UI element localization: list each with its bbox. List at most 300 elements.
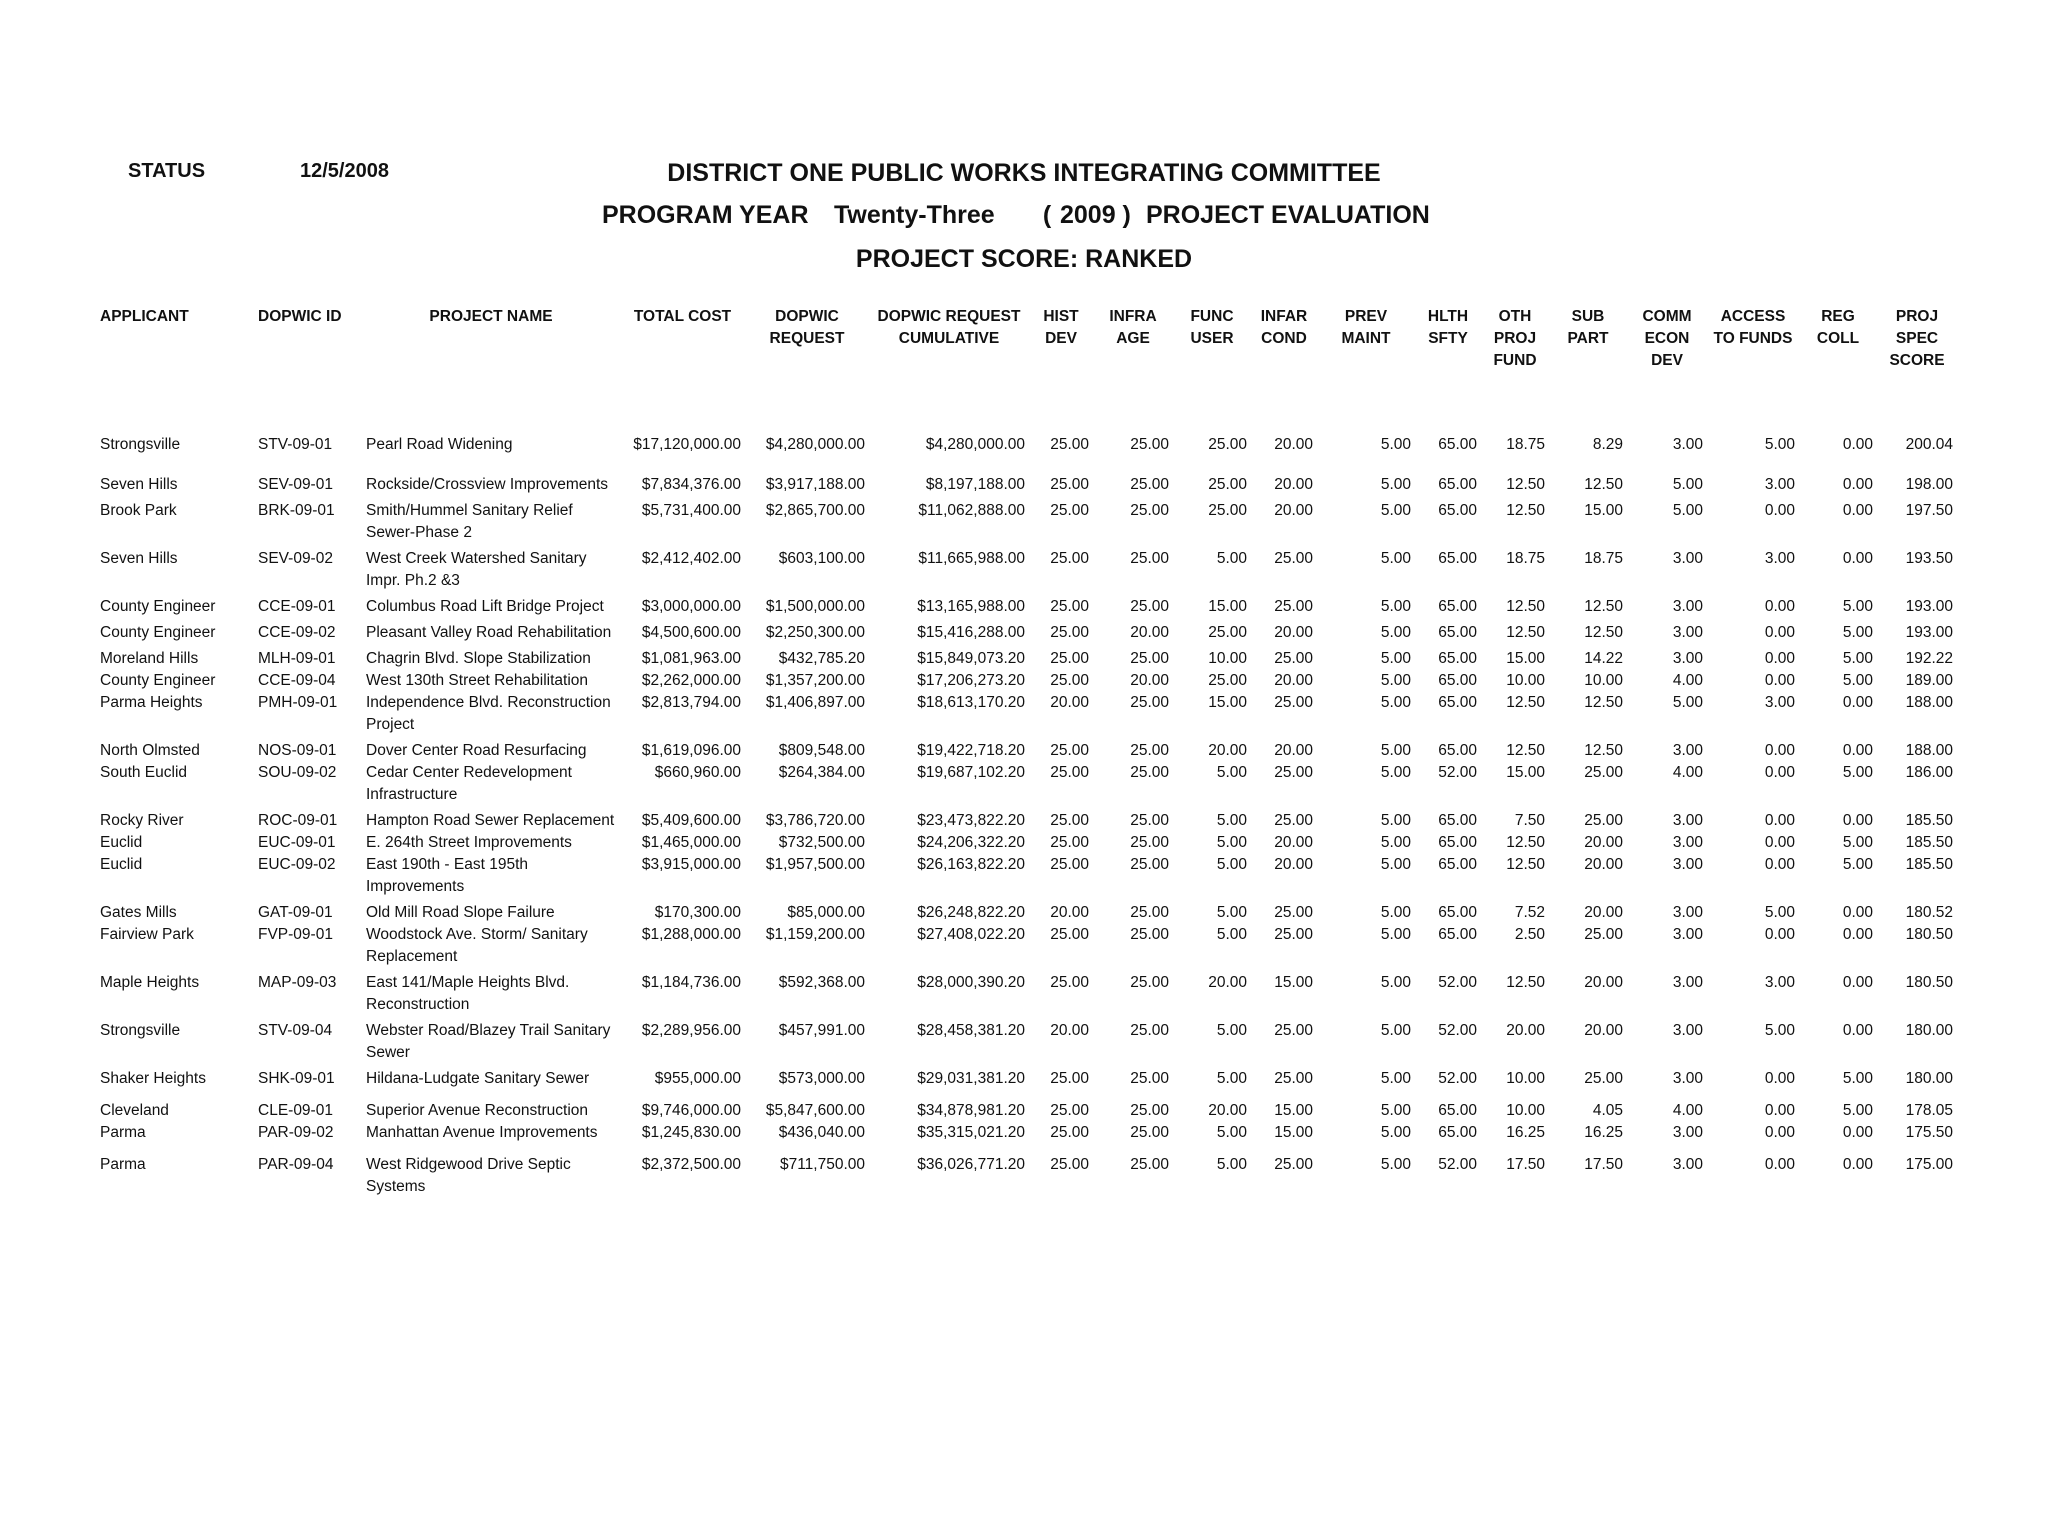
cell-name: Webster Road/Blazey Trail Sanitary Sewer <box>366 1022 611 1061</box>
column-header-hist: HIST DEV <box>1043 308 1079 347</box>
cell-applicant: County Engineer <box>100 672 216 689</box>
cell-name: West Ridgewood Drive Septic Systems <box>366 1156 571 1195</box>
cell-spec: 198.00 <box>1905 476 1953 493</box>
cell-hist: 20.00 <box>1050 1022 1089 1039</box>
cell-cond: 25.00 <box>1274 694 1313 711</box>
cell-sub: 25.00 <box>1584 812 1623 829</box>
cell-applicant: Brook Park <box>100 502 177 519</box>
cell-oth: 12.50 <box>1506 834 1545 851</box>
cell-request: $2,250,300.00 <box>765 624 865 641</box>
cell-func: 25.00 <box>1208 502 1247 519</box>
cell-cost: $170,300.00 <box>654 904 741 921</box>
cell-infra: 25.00 <box>1130 926 1169 943</box>
cell-cost: $3,915,000.00 <box>641 856 741 873</box>
cell-cost: $2,262,000.00 <box>641 672 741 689</box>
cell-func: 20.00 <box>1208 742 1247 759</box>
table-row <box>96 1064 1957 1090</box>
cell-cumulative: $13,165,988.00 <box>917 598 1025 615</box>
cell-prev: 5.00 <box>1380 624 1411 641</box>
cell-reg: 0.00 <box>1842 812 1873 829</box>
cell-id: SOU-09-02 <box>258 764 337 781</box>
cell-spec: 180.00 <box>1905 1070 1953 1087</box>
cell-reg: 0.00 <box>1842 1022 1873 1039</box>
cell-cond: 25.00 <box>1274 812 1313 829</box>
cell-infra: 25.00 <box>1130 764 1169 781</box>
cell-comm: 3.00 <box>1672 1124 1703 1141</box>
table-row <box>96 692 1957 736</box>
cell-request: $1,957,500.00 <box>765 856 865 873</box>
cell-hlth: 65.00 <box>1438 672 1477 689</box>
table-row <box>96 736 1957 762</box>
cell-cumulative: $11,665,988.00 <box>918 550 1025 567</box>
table-row <box>96 456 1957 496</box>
cell-hlth: 65.00 <box>1438 1102 1477 1119</box>
cell-infra: 25.00 <box>1130 550 1169 567</box>
cell-func: 25.00 <box>1208 476 1247 493</box>
cell-cost: $9,746,000.00 <box>641 1102 741 1119</box>
cell-id: STV-09-01 <box>258 436 333 453</box>
cell-hlth: 65.00 <box>1438 926 1477 943</box>
cell-name: Hampton Road Sewer Replacement <box>366 812 615 829</box>
status-label: STATUS <box>128 160 206 182</box>
cell-applicant: Euclid <box>100 834 143 851</box>
column-header-prev: PREV MAINT <box>1341 308 1391 347</box>
cell-hlth: 52.00 <box>1438 1022 1477 1039</box>
cell-infra: 20.00 <box>1130 624 1169 641</box>
cell-cond: 20.00 <box>1274 502 1313 519</box>
cell-func: 5.00 <box>1216 1022 1247 1039</box>
cell-hist: 25.00 <box>1050 974 1089 991</box>
cell-hist: 25.00 <box>1050 834 1089 851</box>
program-year-label: PROGRAM YEAR <box>602 201 809 229</box>
cell-infra: 25.00 <box>1130 650 1169 667</box>
cell-id: STV-09-04 <box>258 1022 333 1039</box>
column-header-applicant: APPLICANT <box>100 308 189 325</box>
cell-cond: 20.00 <box>1274 742 1313 759</box>
cell-oth: 18.75 <box>1506 436 1545 453</box>
cell-prev: 5.00 <box>1380 764 1411 781</box>
cell-comm: 3.00 <box>1672 1022 1703 1039</box>
cell-comm: 3.00 <box>1672 856 1703 873</box>
cell-name: East 141/Maple Heights Blvd. Reconstruction <box>366 974 570 1013</box>
cell-func: 25.00 <box>1208 624 1247 641</box>
cell-applicant: Fairview Park <box>100 926 194 943</box>
cell-cumulative: $15,849,073.20 <box>917 650 1025 667</box>
cell-prev: 5.00 <box>1380 1070 1411 1087</box>
cell-cost: $7,834,376.00 <box>641 476 741 493</box>
cell-prev: 5.00 <box>1380 672 1411 689</box>
cell-hlth: 65.00 <box>1438 812 1477 829</box>
cell-name: Hildana-Ludgate Sanitary Sewer <box>366 1070 590 1087</box>
cell-request: $1,159,200.00 <box>765 926 865 943</box>
cell-hist: 25.00 <box>1050 1124 1089 1141</box>
cell-cost: $1,465,000.00 <box>641 834 741 851</box>
cell-cond: 25.00 <box>1274 1156 1313 1173</box>
cell-prev: 5.00 <box>1380 974 1411 991</box>
cell-hlth: 65.00 <box>1438 624 1477 641</box>
cell-applicant: South Euclid <box>100 764 188 781</box>
cell-name: Manhattan Avenue Improvements <box>366 1124 598 1141</box>
cell-comm: 3.00 <box>1672 1156 1703 1173</box>
cell-sub: 8.29 <box>1592 436 1623 453</box>
cell-applicant: Shaker Heights <box>100 1070 206 1087</box>
cell-cond: 20.00 <box>1274 476 1313 493</box>
cell-cond: 20.00 <box>1274 436 1313 453</box>
cell-request: $3,917,188.00 <box>765 476 865 493</box>
cell-comm: 3.00 <box>1672 834 1703 851</box>
cell-applicant: County Engineer <box>100 624 216 641</box>
cell-reg: 0.00 <box>1842 904 1873 921</box>
cell-oth: 7.50 <box>1514 812 1545 829</box>
cell-request: $1,406,897.00 <box>765 694 865 711</box>
column-header-request: DOPWIC REQUEST <box>769 308 845 347</box>
cell-cond: 25.00 <box>1274 904 1313 921</box>
cell-oth: 10.00 <box>1506 672 1545 689</box>
score-title: PROJECT SCORE: RANKED <box>855 245 1193 273</box>
cell-spec: 192.22 <box>1905 650 1953 667</box>
cell-cumulative: $35,315,021.20 <box>917 1124 1025 1141</box>
cell-prev: 5.00 <box>1380 1156 1411 1173</box>
cell-oth: 15.00 <box>1506 650 1545 667</box>
cell-request: $4,280,000.00 <box>765 436 865 453</box>
cell-oth: 2.50 <box>1514 926 1545 943</box>
cell-hist: 25.00 <box>1050 1070 1089 1087</box>
cell-comm: 3.00 <box>1672 926 1703 943</box>
cell-oth: 16.25 <box>1506 1124 1545 1141</box>
table-row <box>96 762 1957 806</box>
cell-spec: 185.50 <box>1905 812 1953 829</box>
table-row <box>96 854 1957 898</box>
cell-spec: 178.05 <box>1905 1102 1953 1119</box>
cell-id: BRK-09-01 <box>258 502 335 519</box>
cell-access: 0.00 <box>1764 1156 1795 1173</box>
cell-infra: 25.00 <box>1130 694 1169 711</box>
cell-oth: 12.50 <box>1506 694 1545 711</box>
cell-hlth: 52.00 <box>1438 1156 1477 1173</box>
cell-hist: 25.00 <box>1050 742 1089 759</box>
cell-hist: 25.00 <box>1050 502 1089 519</box>
cell-infra: 25.00 <box>1130 1156 1169 1173</box>
cell-spec: 180.00 <box>1905 1022 1953 1039</box>
cell-reg: 0.00 <box>1842 436 1873 453</box>
cell-id: PAR-09-02 <box>258 1124 334 1141</box>
column-header-spec: PROJ SPEC SCORE <box>1889 308 1945 369</box>
cell-comm: 3.00 <box>1672 742 1703 759</box>
cell-cumulative: $34,878,981.20 <box>917 1102 1025 1119</box>
cell-func: 20.00 <box>1208 974 1247 991</box>
cell-hlth: 65.00 <box>1438 694 1477 711</box>
cell-comm: 4.00 <box>1672 1102 1703 1119</box>
cell-reg: 0.00 <box>1842 694 1873 711</box>
cell-applicant: North Olmsted <box>100 742 200 759</box>
cell-name: Rockside/Crossview Improvements <box>366 476 609 493</box>
cell-id: PMH-09-01 <box>258 694 338 711</box>
cell-reg: 0.00 <box>1842 1124 1873 1141</box>
cell-access: 0.00 <box>1764 624 1795 641</box>
cell-request: $5,847,600.00 <box>765 1102 865 1119</box>
cell-comm: 3.00 <box>1672 974 1703 991</box>
cell-infra: 25.00 <box>1130 974 1169 991</box>
cell-infra: 25.00 <box>1130 598 1169 615</box>
cell-comm: 5.00 <box>1672 502 1703 519</box>
cell-oth: 10.00 <box>1506 1070 1545 1087</box>
cell-cond: 25.00 <box>1274 1022 1313 1039</box>
cell-cumulative: $29,031,381.20 <box>917 1070 1025 1087</box>
cell-name: West 130th Street Rehabilitation <box>366 672 589 689</box>
cell-func: 10.00 <box>1208 650 1247 667</box>
cell-name: Woodstock Ave. Storm/ Sanitary Replacement <box>366 926 588 965</box>
cell-cumulative: $18,613,170.20 <box>917 694 1025 711</box>
cell-spec: 185.50 <box>1905 856 1953 873</box>
cell-hlth: 65.00 <box>1438 834 1477 851</box>
cell-name: West Creek Watershed Sanitary Impr. Ph.2 &3 <box>366 550 587 589</box>
column-header-cumulative: DOPWIC REQUEST CUMULATIVE <box>877 308 1021 347</box>
cell-hist: 25.00 <box>1050 624 1089 641</box>
cell-name: Smith/Hummel Sanitary Relief Sewer-Phase 2 <box>366 502 573 541</box>
cell-cumulative: $24,206,322.20 <box>917 834 1025 851</box>
cell-applicant: Seven Hills <box>100 476 178 493</box>
cell-sub: 25.00 <box>1584 1070 1623 1087</box>
cell-prev: 5.00 <box>1380 926 1411 943</box>
cell-sub: 20.00 <box>1584 974 1623 991</box>
cell-func: 5.00 <box>1216 856 1247 873</box>
cell-applicant: Seven Hills <box>100 550 178 567</box>
cell-prev: 5.00 <box>1380 550 1411 567</box>
cell-func: 5.00 <box>1216 550 1247 567</box>
cell-comm: 3.00 <box>1672 650 1703 667</box>
cell-comm: 3.00 <box>1672 550 1703 567</box>
cell-func: 25.00 <box>1208 672 1247 689</box>
cell-access: 0.00 <box>1764 812 1795 829</box>
cell-cumulative: $26,163,822.20 <box>917 856 1025 873</box>
cell-sub: 25.00 <box>1584 764 1623 781</box>
cell-cumulative: $19,687,102.20 <box>917 764 1025 781</box>
cell-infra: 25.00 <box>1130 476 1169 493</box>
cell-request: $432,785.20 <box>778 650 865 667</box>
cell-reg: 5.00 <box>1842 598 1873 615</box>
cell-applicant: Rocky River <box>100 812 184 829</box>
cell-spec: 175.00 <box>1905 1156 1953 1173</box>
cell-access: 0.00 <box>1764 926 1795 943</box>
cell-request: $603,100.00 <box>778 550 865 567</box>
header-row <box>96 304 1957 416</box>
cell-infra: 25.00 <box>1130 1022 1169 1039</box>
cell-func: 25.00 <box>1208 436 1247 453</box>
cell-cond: 25.00 <box>1274 1070 1313 1087</box>
cell-spec: 197.50 <box>1905 502 1953 519</box>
cell-cost: $5,731,400.00 <box>641 502 741 519</box>
cell-name: Columbus Road Lift Bridge Project <box>366 598 604 615</box>
cell-cumulative: $17,206,273.20 <box>917 672 1025 689</box>
cell-hlth: 65.00 <box>1438 904 1477 921</box>
cell-id: GAT-09-01 <box>258 904 333 921</box>
cell-access: 0.00 <box>1764 1102 1795 1119</box>
cell-applicant: Moreland Hills <box>100 650 199 667</box>
table-row <box>96 898 1957 924</box>
cell-id: NOS-09-01 <box>258 742 337 759</box>
cell-applicant: Maple Heights <box>100 974 200 991</box>
cell-access: 3.00 <box>1764 974 1795 991</box>
cell-cond: 15.00 <box>1274 974 1313 991</box>
cell-spec: 186.00 <box>1905 764 1953 781</box>
cell-id: SHK-09-01 <box>258 1070 335 1087</box>
cell-reg: 0.00 <box>1842 742 1873 759</box>
cell-cost: $2,289,956.00 <box>641 1022 741 1039</box>
table-row <box>96 544 1957 592</box>
cell-hlth: 52.00 <box>1438 1070 1477 1087</box>
cell-infra: 25.00 <box>1130 856 1169 873</box>
cell-access: 3.00 <box>1764 476 1795 493</box>
cell-applicant: Gates Mills <box>100 904 177 921</box>
cell-hlth: 52.00 <box>1438 974 1477 991</box>
column-header-reg: REG COLL <box>1816 308 1860 347</box>
cell-cost: $2,813,794.00 <box>641 694 741 711</box>
cell-cond: 25.00 <box>1274 550 1313 567</box>
program-year-number: 2009 ) <box>1060 201 1131 229</box>
cell-hlth: 65.00 <box>1438 502 1477 519</box>
cell-prev: 5.00 <box>1380 476 1411 493</box>
cell-sub: 17.50 <box>1584 1156 1623 1173</box>
cell-access: 0.00 <box>1764 834 1795 851</box>
table-row <box>96 1090 1957 1122</box>
cell-sub: 14.22 <box>1584 650 1623 667</box>
column-header-oth: OTH PROJ FUND <box>1493 308 1537 369</box>
cell-sub: 10.00 <box>1584 672 1623 689</box>
cell-infra: 25.00 <box>1130 812 1169 829</box>
cell-request: $2,865,700.00 <box>765 502 865 519</box>
cell-spec: 180.50 <box>1905 926 1953 943</box>
cell-oth: 15.00 <box>1506 764 1545 781</box>
cell-func: 5.00 <box>1216 904 1247 921</box>
cell-request: $573,000.00 <box>778 1070 865 1087</box>
cell-access: 0.00 <box>1764 650 1795 667</box>
cell-name: East 190th - East 195th Improvements <box>366 856 528 895</box>
cell-sub: 4.05 <box>1592 1102 1623 1119</box>
cell-name: E. 264th Street Improvements <box>366 834 572 851</box>
cell-applicant: Parma <box>100 1124 146 1141</box>
cell-request: $85,000.00 <box>787 904 865 921</box>
cell-request: $711,750.00 <box>779 1156 865 1173</box>
cell-id: CLE-09-01 <box>258 1102 333 1119</box>
table-row <box>96 968 1957 1016</box>
cell-access: 3.00 <box>1764 694 1795 711</box>
cell-hist: 25.00 <box>1050 598 1089 615</box>
cell-access: 0.00 <box>1764 502 1795 519</box>
table-row <box>96 1144 1957 1198</box>
cell-infra: 25.00 <box>1130 834 1169 851</box>
cell-prev: 5.00 <box>1380 1124 1411 1141</box>
cell-reg: 0.00 <box>1842 476 1873 493</box>
cell-cumulative: $26,248,822.20 <box>917 904 1025 921</box>
cell-cumulative: $15,416,288.00 <box>917 624 1025 641</box>
cell-hist: 25.00 <box>1050 476 1089 493</box>
cell-comm: 3.00 <box>1672 904 1703 921</box>
cell-cumulative: $23,473,822.20 <box>917 812 1025 829</box>
cell-oth: 10.00 <box>1506 1102 1545 1119</box>
cell-spec: 189.00 <box>1905 672 1953 689</box>
column-header-sub: SUB PART <box>1567 308 1609 347</box>
cell-func: 5.00 <box>1216 812 1247 829</box>
cell-cost: $1,184,736.00 <box>641 974 741 991</box>
cell-infra: 25.00 <box>1130 1124 1169 1141</box>
cell-cumulative: $11,062,888.00 <box>918 502 1025 519</box>
cell-func: 20.00 <box>1208 1102 1247 1119</box>
cell-request: $1,357,200.00 <box>765 672 865 689</box>
cell-access: 0.00 <box>1764 856 1795 873</box>
cell-prev: 5.00 <box>1380 834 1411 851</box>
cell-sub: 18.75 <box>1584 550 1623 567</box>
cell-cost: $1,245,830.00 <box>641 1124 741 1141</box>
table-row <box>96 618 1957 644</box>
table-row <box>96 416 1957 456</box>
cell-sub: 12.50 <box>1584 598 1623 615</box>
cell-hlth: 65.00 <box>1438 436 1477 453</box>
cell-cond: 25.00 <box>1274 764 1313 781</box>
cell-applicant: Cleveland <box>100 1102 169 1119</box>
cell-prev: 5.00 <box>1380 436 1411 453</box>
cell-prev: 5.00 <box>1380 812 1411 829</box>
cell-infra: 25.00 <box>1130 502 1169 519</box>
column-header-cond: INFAR COND <box>1260 308 1308 347</box>
cell-cond: 20.00 <box>1274 624 1313 641</box>
cell-sub: 25.00 <box>1584 926 1623 943</box>
cell-sub: 12.50 <box>1584 694 1623 711</box>
table-row <box>96 670 1957 692</box>
cell-reg: 5.00 <box>1842 624 1873 641</box>
cell-hlth: 65.00 <box>1438 856 1477 873</box>
cell-comm: 5.00 <box>1672 694 1703 711</box>
cell-reg: 5.00 <box>1842 672 1873 689</box>
cell-oth: 12.50 <box>1506 974 1545 991</box>
cell-reg: 0.00 <box>1842 926 1873 943</box>
cell-cond: 20.00 <box>1274 672 1313 689</box>
table-row <box>96 644 1957 670</box>
cell-cost: $2,412,402.00 <box>641 550 741 567</box>
cell-comm: 4.00 <box>1672 672 1703 689</box>
cell-func: 15.00 <box>1208 598 1247 615</box>
cell-cumulative: $36,026,771.20 <box>917 1156 1025 1173</box>
cell-id: MLH-09-01 <box>258 650 336 667</box>
table-row <box>96 832 1957 854</box>
cell-sub: 20.00 <box>1584 1022 1623 1039</box>
cell-access: 0.00 <box>1764 764 1795 781</box>
cell-cond: 15.00 <box>1274 1102 1313 1119</box>
cell-request: $1,500,000.00 <box>765 598 865 615</box>
table-header <box>96 304 1957 416</box>
cell-reg: 0.00 <box>1842 974 1873 991</box>
cell-hist: 20.00 <box>1050 694 1089 711</box>
cell-id: SEV-09-01 <box>258 476 333 493</box>
cell-func: 5.00 <box>1216 1156 1247 1173</box>
column-header-comm: COMM ECON DEV <box>1642 308 1692 369</box>
cell-prev: 5.00 <box>1380 856 1411 873</box>
cell-cost: $1,288,000.00 <box>641 926 741 943</box>
cell-applicant: County Engineer <box>100 598 216 615</box>
cell-name: Independence Blvd. Reconstruction Project <box>366 694 611 733</box>
cell-reg: 5.00 <box>1842 1070 1873 1087</box>
cell-access: 0.00 <box>1764 1124 1795 1141</box>
table-row <box>96 1122 1957 1144</box>
cell-applicant: Parma <box>100 1156 146 1173</box>
cell-hist: 25.00 <box>1050 856 1089 873</box>
cell-oth: 20.00 <box>1506 1022 1545 1039</box>
cell-comm: 5.00 <box>1672 476 1703 493</box>
table-row <box>96 924 1957 968</box>
cell-cond: 20.00 <box>1274 856 1313 873</box>
cell-name: Dover Center Road Resurfacing <box>366 742 587 759</box>
project-evaluation-label: PROJECT EVALUATION <box>1146 201 1430 229</box>
cell-hlth: 65.00 <box>1438 598 1477 615</box>
